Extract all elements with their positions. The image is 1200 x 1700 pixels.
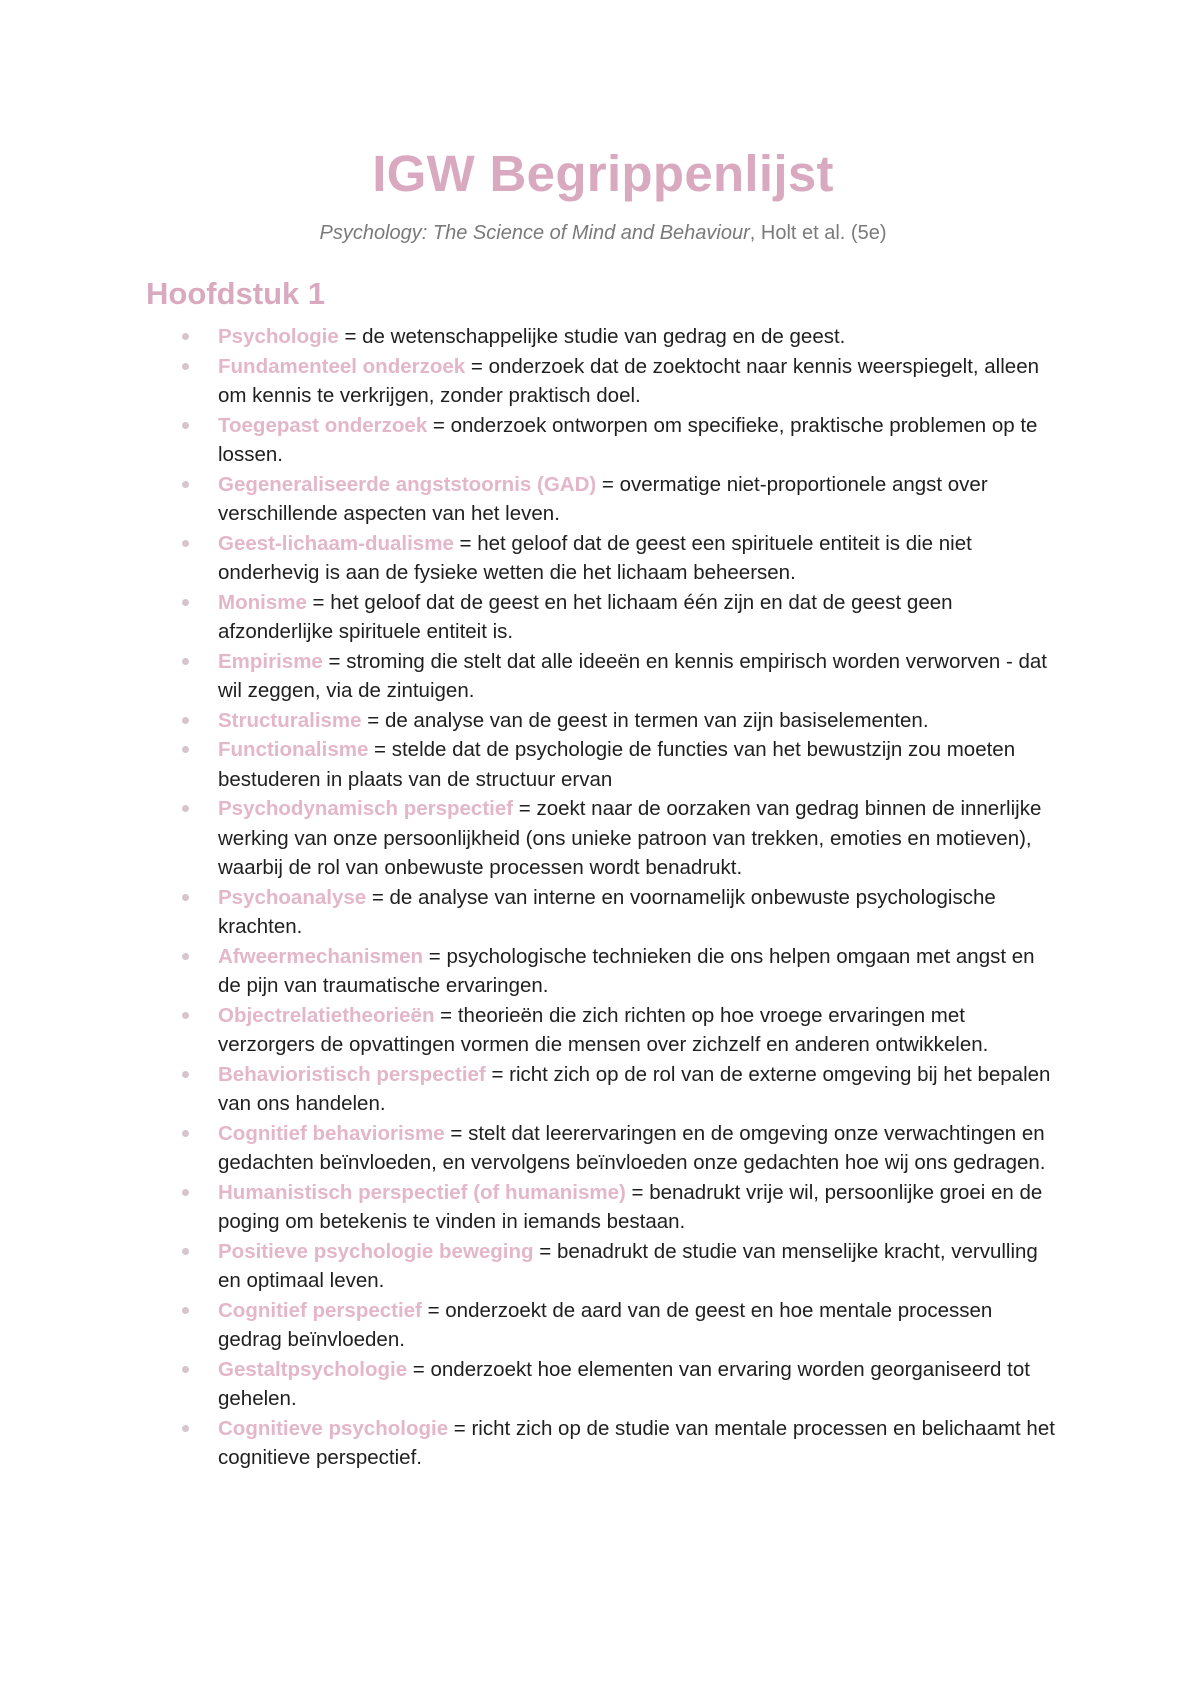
term-definition: onderzoekt de aard van de geest en hoe mentale processen gedrag beïnvloeden. bbox=[218, 1298, 993, 1351]
equals-separator: = bbox=[421, 1298, 446, 1322]
term-definition: onderzoek ontworpen om specifieke, praktische problemen op te lossen. bbox=[218, 413, 1038, 466]
term-name: Afweermechanismen bbox=[218, 944, 424, 968]
term-definition: overmatige niet-proportionele angst over verschillende aspecten van het leven. bbox=[218, 472, 988, 525]
term-name: Cognitief perspectief bbox=[218, 1298, 422, 1322]
list-item bbox=[218, 352, 1060, 411]
equals-separator: = bbox=[366, 885, 390, 909]
term-name: Toegepast onderzoek bbox=[218, 413, 428, 437]
term-name: Behavioristisch perspectief bbox=[218, 1062, 486, 1086]
term-definition: de analyse van de geest in termen van zijn basiselementen. bbox=[384, 708, 929, 732]
subtitle-book-title: Psychology: The Science of Mind and Behaviour bbox=[319, 222, 750, 244]
list-item bbox=[218, 470, 1060, 529]
bullet-icon bbox=[182, 333, 189, 340]
equals-separator: = bbox=[368, 738, 392, 761]
equals-separator: = bbox=[361, 708, 385, 732]
term-name: Objectrelatietheorieën bbox=[218, 1003, 435, 1027]
term-definition: onderzoekt hoe elementen van ervaring worden georganiseerd tot gehelen. bbox=[218, 1357, 1030, 1410]
term-list bbox=[146, 322, 1060, 1473]
term-definition: richt zich op de studie van mentale processen en belichaamt het cognitieve perspectief. bbox=[218, 1416, 1055, 1469]
bullet-icon bbox=[182, 1425, 189, 1432]
term-definition: benadrukt de studie van menselijke kracht, vervulling en optimaal leven. bbox=[218, 1239, 1038, 1292]
bullet-icon bbox=[182, 481, 189, 488]
list-item bbox=[218, 1237, 1060, 1296]
bullet-icon bbox=[182, 805, 189, 812]
term-name: Cognitief behaviorisme bbox=[218, 1121, 445, 1145]
equals-separator: = bbox=[596, 472, 620, 496]
term-name: Functionalisme bbox=[218, 738, 369, 761]
equals-separator: = bbox=[444, 1121, 469, 1145]
list-item bbox=[218, 1178, 1060, 1237]
list-item bbox=[218, 411, 1060, 470]
equals-separator: = bbox=[322, 649, 347, 673]
equals-separator: = bbox=[423, 944, 447, 968]
list-item bbox=[218, 735, 1060, 794]
term-name: Empirisme bbox=[218, 649, 323, 673]
equals-separator: = bbox=[407, 1357, 431, 1381]
term-definition: psychologische technieken die ons helpen omgaan met angst en de pijn van traumatische ervaringen. bbox=[218, 944, 1035, 997]
bullet-icon bbox=[182, 540, 189, 547]
term-definition: de wetenschappelijke studie van gedrag en de geest. bbox=[362, 325, 846, 348]
equals-separator: = bbox=[338, 325, 363, 348]
list-item bbox=[218, 529, 1060, 588]
term-name: Structuralisme bbox=[218, 708, 362, 732]
term-name: Psychoanalyse bbox=[218, 885, 367, 909]
bullet-icon bbox=[182, 746, 189, 753]
term-definition: onderzoek dat de zoektocht naar kennis weerspiegelt, alleen om kennis te verkrijgen, zonder praktisch doel. bbox=[218, 354, 1039, 407]
term-name: Fundamenteel onderzoek bbox=[218, 354, 466, 378]
list-item bbox=[218, 706, 1060, 736]
term-definition: benadrukt vrije wil, persoonlijke groei en de poging om betekenis te vinden in iemands bestaan. bbox=[218, 1180, 1043, 1233]
document-subtitle bbox=[146, 220, 1060, 246]
bullet-icon bbox=[182, 1366, 189, 1373]
term-name: Psychologie bbox=[218, 325, 339, 348]
list-item bbox=[218, 883, 1060, 942]
term-name: Geest-lichaam-dualisme bbox=[218, 531, 454, 555]
bullet-icon bbox=[182, 894, 189, 901]
term-definition: theorieën die zich richten op hoe vroege ervaringen met verzorgers de opvattingen vormen die mensen over zichzelf en anderen ontwikkelen. bbox=[218, 1003, 989, 1056]
term-definition: het geloof dat de geest een spirituele entiteit is die niet onderhevig is aan de fysieke wetten die het lichaam beheersen. bbox=[218, 531, 972, 584]
list-item bbox=[218, 1060, 1060, 1119]
list-item bbox=[218, 1001, 1060, 1060]
bullet-icon bbox=[182, 599, 189, 606]
bullet-icon bbox=[182, 1012, 189, 1019]
equals-separator: = bbox=[306, 590, 331, 614]
list-item bbox=[218, 1414, 1060, 1473]
term-definition: stelde dat de psychologie de functies van het bewustzijn zou moeten bestuderen in plaats van de structuur ervan bbox=[218, 738, 1016, 791]
equals-separator: = bbox=[427, 413, 451, 437]
document-title: IGW Begrippenlijst bbox=[372, 145, 834, 202]
subtitle-authors: , Holt et al. (5e) bbox=[749, 222, 887, 244]
list-item bbox=[218, 322, 1060, 352]
term-definition: stelt dat leerervaringen en de omgeving onze verwachtingen en gedachten beïnvloeden, en vervolgens beïnvloeden onze gedachten hoe wij ons gedragen. bbox=[218, 1121, 1046, 1174]
term-definition: de analyse van interne en voornamelijk onbewuste psychologische krachten. bbox=[218, 885, 996, 938]
list-item bbox=[218, 1119, 1060, 1178]
bullet-icon bbox=[182, 658, 189, 665]
term-name: Gegeneraliseerde angststoornis (GAD) bbox=[218, 472, 597, 496]
term-definition: richt zich op de rol van de externe omgeving bij het bepalen van ons handelen. bbox=[218, 1062, 1051, 1115]
bullet-icon bbox=[182, 1307, 189, 1314]
list-item bbox=[218, 647, 1060, 706]
equals-separator: = bbox=[533, 1239, 557, 1263]
term-definition: het geloof dat de geest en het lichaam één zijn en dat de geest geen afzonderlijke spirituele entiteit is. bbox=[218, 590, 953, 643]
bullet-icon bbox=[182, 717, 189, 724]
equals-separator: = bbox=[485, 1062, 510, 1086]
term-name: Cognitieve psychologie bbox=[218, 1416, 449, 1440]
equals-separator: = bbox=[453, 531, 478, 555]
bullet-icon bbox=[182, 422, 189, 429]
term-definition: zoekt naar de oorzaken van gedrag binnen de innerlijke werking van onze persoonlijkheid (ons unieke patroon van trekken, emoties en motieven), waarbij de rol van onbewuste processen wordt benadrukt. bbox=[218, 797, 1042, 879]
list-item bbox=[218, 942, 1060, 1001]
equals-separator: = bbox=[448, 1416, 472, 1440]
equals-separator: = bbox=[465, 354, 489, 378]
term-name: Positieve psychologie beweging bbox=[218, 1239, 534, 1263]
bullet-icon bbox=[182, 953, 189, 960]
bullet-icon bbox=[182, 1130, 189, 1137]
term-name: Humanistisch perspectief (of humanisme) bbox=[218, 1180, 626, 1204]
term-name: Psychodynamisch perspectief bbox=[218, 797, 514, 820]
equals-separator: = bbox=[625, 1180, 650, 1204]
equals-separator: = bbox=[434, 1003, 458, 1027]
list-item bbox=[218, 1355, 1060, 1414]
term-name: Monisme bbox=[218, 590, 307, 614]
chapter-heading: Hoofdstuk 1 bbox=[146, 276, 326, 311]
bullet-icon bbox=[182, 1071, 189, 1078]
bullet-icon bbox=[182, 363, 189, 370]
list-item bbox=[218, 1296, 1060, 1355]
term-name: Gestaltpsychologie bbox=[218, 1357, 408, 1381]
list-item bbox=[218, 794, 1060, 883]
bullet-icon bbox=[182, 1189, 189, 1196]
list-item bbox=[218, 588, 1060, 647]
equals-separator: = bbox=[513, 797, 537, 820]
bullet-icon bbox=[182, 1248, 189, 1255]
term-definition: stroming die stelt dat alle ideeën en kennis empirisch worden verworven - dat wil zeggen, via de zintuigen. bbox=[218, 649, 1047, 702]
